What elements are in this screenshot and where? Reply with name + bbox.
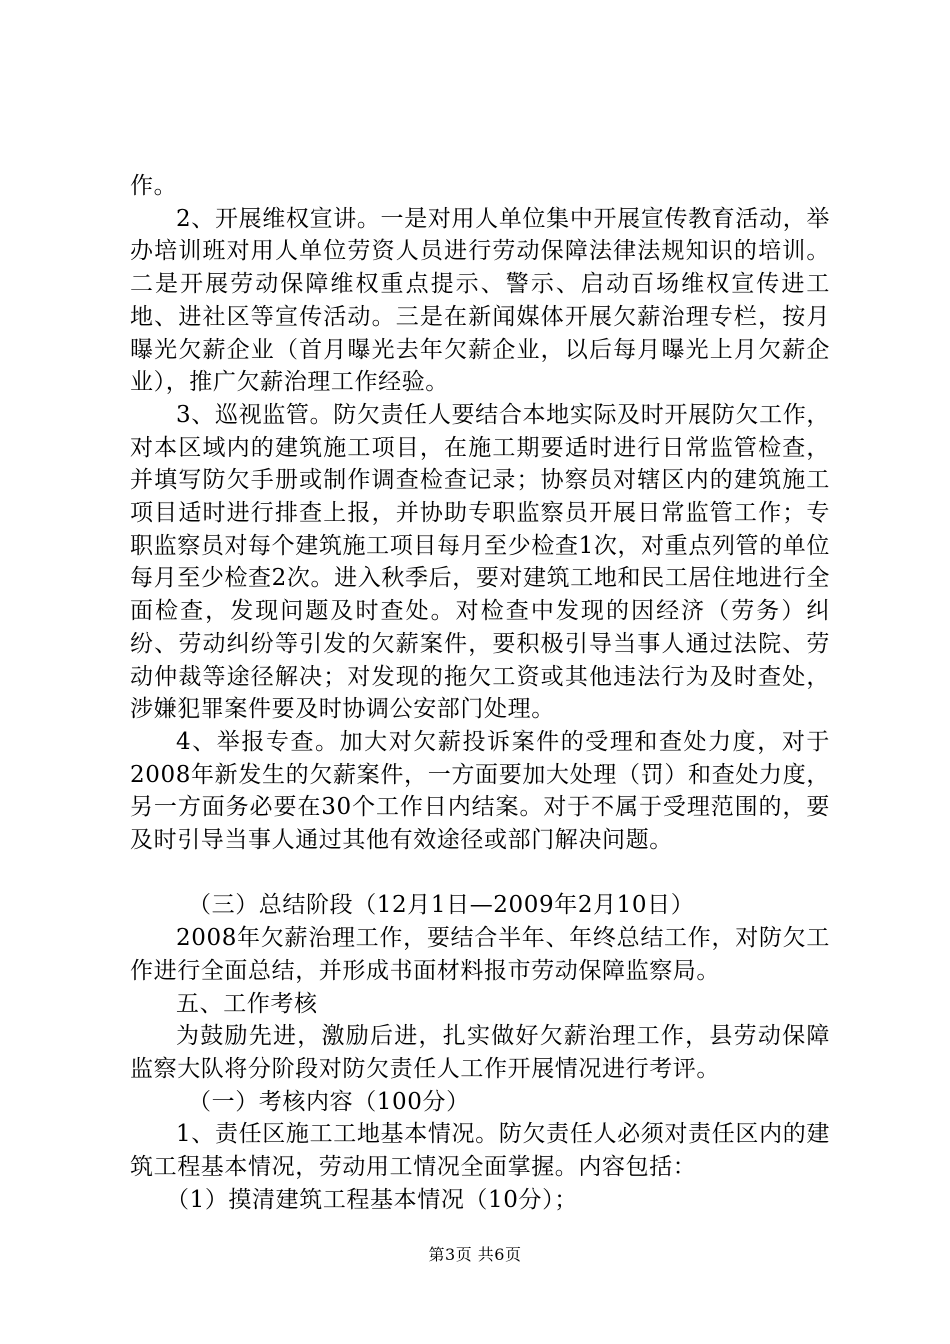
paragraph-item-2: 2、开展维权宣讲。一是对用人单位集中开展宣传教育活动，举办培训班对用人单位劳资人员进行劳动保障法律法规知识的培训。二是开展劳动保障维权重点提示、警示、启动百场维权宣传进工地、进社区等宣传活动。三是在新闻媒体开展欠薪治理专栏，按月曝光欠薪企业（首月曝光去年欠薪企业，以后每月曝光上月欠薪企业），推广欠薪治理工作经验。 [130, 205, 830, 396]
page-number-footer: 第3页 共6页 [428, 1245, 522, 1264]
paragraph-summary: 2008年欠薪治理工作，要结合半年、年终总结工作，对防欠工作进行全面总结，并形成书面材料报市劳动保障监察局。 [130, 925, 830, 984]
section-heading-assessment: 五、工作考核 [176, 990, 318, 1017]
document-body [130, 170, 830, 1216]
paragraph-assessment-item-1: 1、责任区施工工地基本情况。防欠责任人必须对责任区内的建筑工程基本情况，劳动用工情况全面掌握。内容包括： [130, 1121, 830, 1181]
paragraph-item-4: 4、举报专查。加大对欠薪投诉案件的受理和查处力度，对于2008年新发生的欠薪案件，一方面要加大处理（罚）和查处力度，另一方面务必要在30个工作日内结案。对于不属于受理范围的，要及时引导当事人通过其他有效途径或部门解决问题。 [130, 728, 830, 854]
paragraph-gap [130, 857, 830, 890]
paragraph-item-3: 3、巡视监管。防欠责任人要结合本地实际及时开展防欠工作，对本区域内的建筑施工项目，在施工期要适时进行日常监管检查，并填写防欠手册或制作调查检查记录；协察员对辖区内的建筑施工项目适时进行排查上报，并协助专职监察员开展日常监管工作；专职监察员对每个建筑施工项目每月至少检查1次，对重点列管的单位每月至少检查2次。进入秋季后，要对建筑工地和民工居住地进行全面检查，发现问题及时查处。对检查中发现的因经济（劳务）纠纷、劳动纠纷等引发的欠薪案件，要积极引导当事人通过法院、劳动仲裁等途径解决；对发现的拖欠工资或其他违法行为及时查处，涉嫌犯罪案件要及时协调公安部门处理。 [130, 401, 830, 723]
section-heading-summary-stage: （三）总结阶段（12月1日—2009年2月10日） [188, 892, 695, 919]
subheading-assessment-content: （一）考核内容（100分） [188, 1088, 470, 1115]
paragraph-assessment-subitem-1: （1）摸清建筑工程基本情况（10分）； [166, 1186, 578, 1213]
paragraph-assessment-intro: 为鼓励先进，激励后进，扎实做好欠薪治理工作，县劳动保障监察大队将分阶段对防欠责任人工作开展情况进行考评。 [130, 1023, 830, 1082]
paragraph-continuation: 作。 [130, 173, 178, 199]
